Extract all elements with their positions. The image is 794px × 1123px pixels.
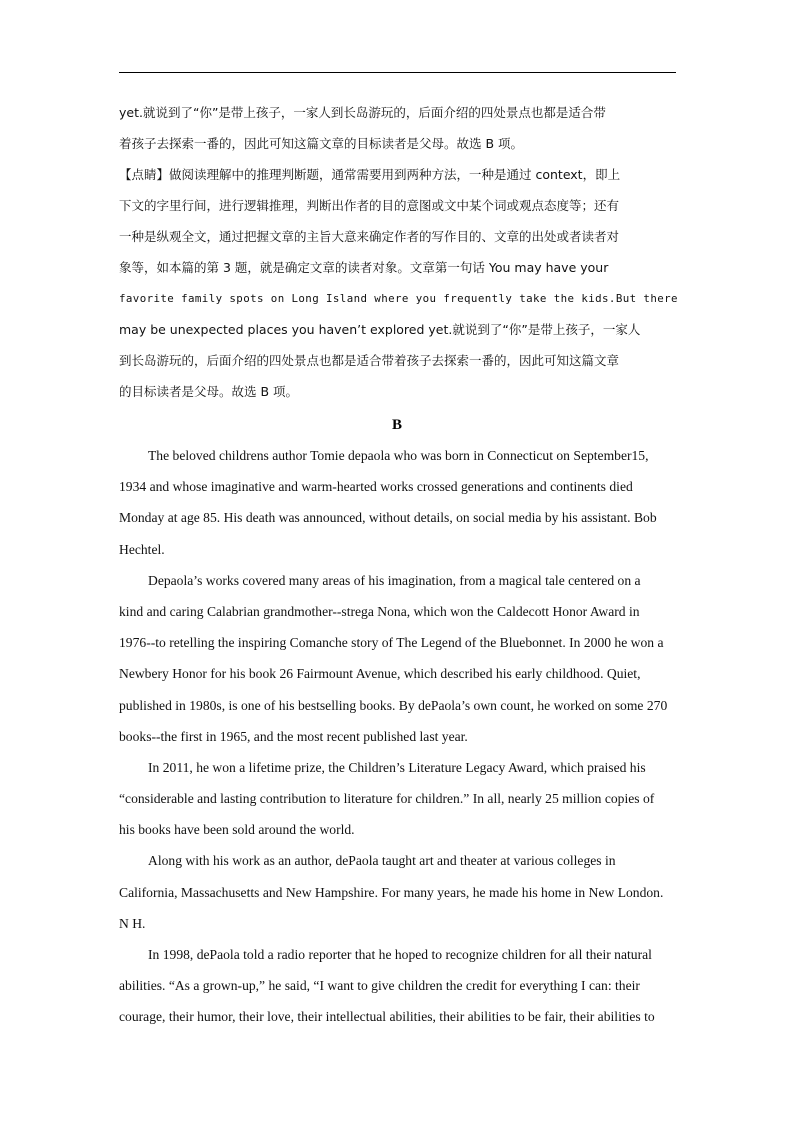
- analysis-line: yet.就说到了“你”是带上孩子，一家人到长岛游玩的，后面介绍的四处景点也都是适合带: [119, 105, 606, 120]
- passage-line: 1976--to retelling the inspiring Comanche story of The Legend of the Bluebonnet. In 2000 he won a: [119, 635, 664, 651]
- analysis-line: 【点睛】做阅读理解中的推理判断题，通常需要用到两种方法，一种是通过 context，即上: [119, 167, 621, 182]
- passage-line: The beloved childrens author Tomie depaola who was born in Connecticut on September15,: [148, 448, 649, 463]
- passage-line: books--the first in 1965, and the most recent published last year.: [119, 728, 468, 744]
- passage-line: Depaola’s works covered many areas of his imagination, from a magical tale centered on a: [148, 572, 641, 588]
- passage-line: abilities. “As a grown-up,” he said, “I want to give children the credit for everything I can: their: [119, 978, 640, 994]
- passage-line: Newbery Honor for his book 26 Fairmount Avenue, which described his early childhood. Quiet,: [119, 666, 641, 682]
- analysis-line: 一种是纵观全文，通过把握文章的主旨大意来确定作者的写作目的、文章的出处或者读者对: [119, 229, 620, 244]
- passage-line: courage, their humor, their love, their intellectual abilities, their abilities to be fair, their abilities to: [119, 1009, 655, 1025]
- passage-line: Hechtel.: [119, 541, 165, 557]
- passage-line: Along with his work as an author, dePaola taught art and theater at various colleges in: [148, 853, 616, 869]
- passage-line: In 2011, he won a lifetime prize, the Children’s Literature Legacy Award, which praised his: [148, 759, 646, 775]
- analysis-line: 象等，如本篇的第 3 题，就是确定文章的读者对象。文章第一句话 You may have your: [119, 260, 609, 275]
- passage-line: published in 1980s, is one of his bestselling books. By dePaola’s own count, he worked on some 270: [119, 697, 668, 713]
- analysis-line: 到长岛游玩的，后面介绍的四处景点也都是适合带着孩子去探索一番的，因此可知这篇文章: [119, 353, 620, 368]
- passage-line: his books have been sold around the world.: [119, 822, 355, 838]
- passage-line: 1934 and whose imaginative and warm-hearted works crossed generations and continents died: [119, 479, 633, 495]
- analysis-block: [119, 97, 679, 407]
- passage-line: In 1998, dePaola told a radio reporter that he hoped to recognize children for all their natural: [148, 947, 652, 962]
- passage-block: [119, 440, 679, 1033]
- analysis-line: 着孩子去探索一番的，因此可知这篇文章的目标读者是父母。故选 B 项。: [119, 136, 524, 151]
- analysis-line: 的目标读者是父母。故选 B 项。: [119, 384, 299, 399]
- analysis-line: favorite family spots on Long Island where you frequently take the kids.But there: [119, 292, 678, 305]
- analysis-line: 下文的字里行间，进行逻辑推理，判断出作者的目的意图或文中某个词或观点态度等；还有: [119, 198, 620, 213]
- analysis-line: may be unexpected places you haven’t explored yet.就说到了“你”是带上孩子，一家人: [119, 322, 641, 337]
- passage-line: N H.: [119, 915, 146, 931]
- header-rule: [119, 72, 676, 73]
- passage-line: California, Massachusetts and New Hampshire. For many years, he made his home in New London.: [119, 884, 664, 900]
- passage-line: kind and caring Calabrian grandmother--strega Nona, which won the Caldecott Honor Award in: [119, 603, 640, 619]
- passage-line: Monday at age 85. His death was announced, without details, on social media by his assistant. Bob: [119, 510, 657, 526]
- passage-line: “considerable and lasting contribution to literature for children.” In all, nearly 25 million copies of: [119, 791, 655, 807]
- section-heading: B: [391, 417, 402, 433]
